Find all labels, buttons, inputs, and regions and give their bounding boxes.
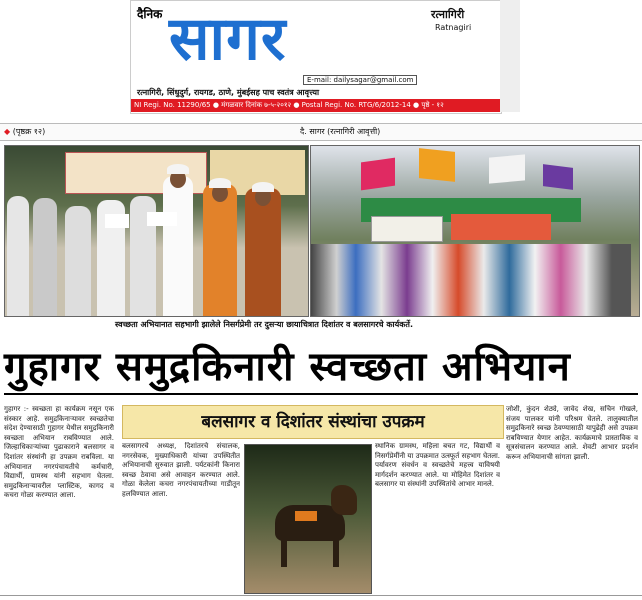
bag-graphic [147,212,177,226]
person-cap [252,182,274,192]
masthead-brand: सागर [169,4,287,74]
dog-leg [333,539,339,567]
subheadline: बलसागर व दिशांतर संस्थांचा उपक्रम [122,405,504,439]
flag-graphic [419,148,455,182]
article-column-4: जोशी, कुंदन शेठ्ये, जावेद शेख, सचिन गोखले, संजय पालकर यांनी परिश्रम घेतले. तालुक्यातील समुद्रकिनारे स्वच्छ ठेवण्यासाठी यापुढेही असे उपक्रम राबविण्यात येणार आहेत. कार्यक्रमाचे प्रास्ताविक व सूत्रसंचालन करण्यात आले. शेवटी आभार प्रदर्शन करून अभियानाची सांगता झाली. [506,405,638,461]
masthead-email: E-mail: dailysagar@gmail.com [303,75,417,85]
flag-graphic [361,158,395,191]
page-number-label: (पृष्ठक्र १२) [12,127,46,136]
person-cap [167,164,189,174]
flag-graphic [489,154,525,183]
article-column-3: स्थानिक ग्रामस्थ, महिला बचत गट, विद्यार्थी व निसर्गप्रेमींनी या उपक्रमात उत्स्फूर्त सहभाग घेतला. पर्यावरण संवर्धन व स्वच्छतेचे महत्त्व याविषयी मार्गदर्शन करण्यात आले. या मोहिमेत दिशांतर व बलसागर या संस्थांनी उपस्थितांचे आभार मानले. [375,442,500,489]
dog-head [331,485,357,515]
article-column-1: गुहागर :- स्वच्छता हा कार्यक्रम नसून एक संस्कार आहे. समुद्रकिनाऱ्यावर स्वच्छतेचा संदेश देण्यासाठी गुहागर येथील समुद्रकिनारी स्वच्छता अभियान राबविण्यात आले. जिल्हाधिकाऱ्यांच्या पुढाकाराने बलसागर व दिशांतर संस्थांनी हा उपक्रम राबविला. या अभियानात नगरपंचायतीचे कर्मचारी, विद्यार्थी, ग्रामस्थ यांनी सहभाग घेतला. समुद्रकिनाऱ्यावरील प्लास्टिक, कागद व कचरा गोळा करण्यात आला. [4,405,114,500]
photo-dog [244,444,372,594]
crowd-figures [311,244,631,316]
dog-leg [281,539,287,567]
diamond-icon: ◆ [4,127,11,136]
person-figure [33,198,57,316]
registration-bar [131,99,501,112]
person-figure [245,188,281,316]
masthead-dainik: दैनिक [137,7,163,21]
masthead [130,0,502,114]
person-figure [203,184,237,316]
page-bar [0,123,642,141]
photo-cleanup-participants [4,145,309,317]
banner-graphic [371,216,443,242]
registration-text: NI Regi. No. 11290/65 ● मंगळवार दिनांक ७-५-२०१२ ● Postal Regi. No. RTG/6/2012-14 ● पृष्ठे - १२ [134,101,444,109]
masthead-city-en: Ratnagiri [435,23,472,32]
photo-caption: स्वच्छता अभियानात सहभागी झालेले निसर्गप्रेमी तर दुसऱ्या छायाचित्रात दिशांतर व बलसागरचे कार्यकर्ते. [115,320,414,329]
flag-graphic [543,164,573,190]
person-figure [65,206,91,316]
masthead-editions: रत्नागिरी, सिंधुदुर्ग, रायगड, ठाणे, मुंबईसह पाच स्वतंत्र आवृत्त्या [137,88,320,97]
edition-label: दै. सागर (रत्नागिरी आवृत्ती) [300,127,381,136]
masthead-city: रत्नागिरी [431,8,465,21]
headline-rule [4,393,638,395]
article-column-2: बलसागरचे अध्यक्ष, दिशांतरचे संचालक, नगरसेवक, मुख्याधिकारी यांच्या उपस्थितीत अभियानाची सुरुवात झाली. पर्यटकांनी किनारा स्वच्छ ठेवावा असे आवाहन करण्यात आले. गोळा केलेला कचरा नगरपंचायतीच्या गाडीतून हलविण्यात आला. [122,442,240,498]
masthead-edge-strip [500,0,520,112]
person-figure [7,196,29,316]
page-bottom-rule [0,595,642,596]
dog-harness [295,511,317,521]
person-figure [163,176,193,316]
banner-graphic [451,214,551,240]
person-cap [209,178,231,188]
photo-volunteers-group [310,145,640,317]
headline: गुहागर समुद्रकिनारी स्वच्छता अभियान [4,344,571,390]
bag-graphic [105,214,129,228]
